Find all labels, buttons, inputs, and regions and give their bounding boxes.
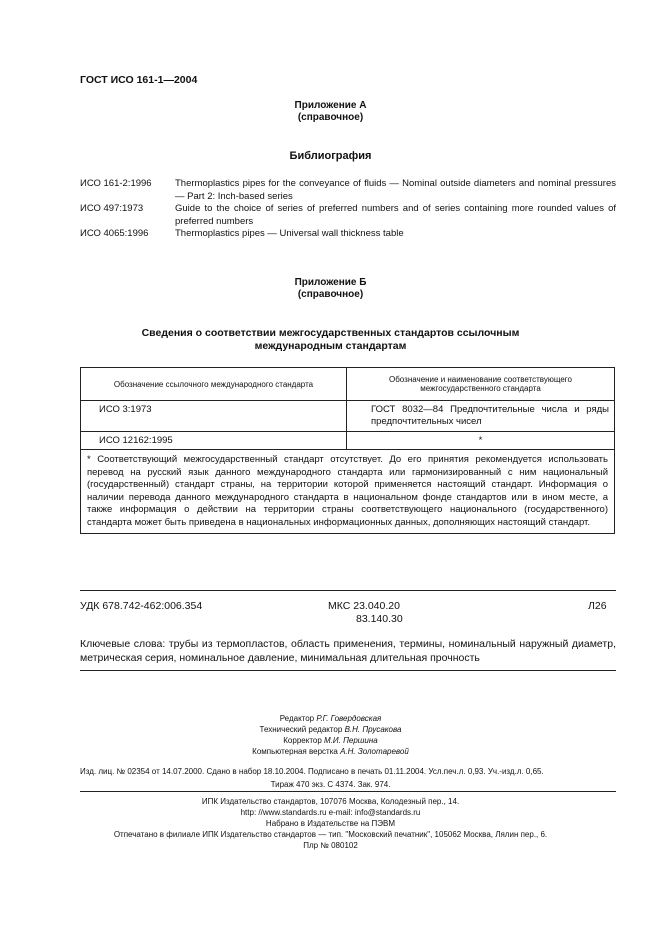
- reference-item: [80, 228, 616, 241]
- corrector-label: Корректор: [283, 736, 322, 745]
- typeset-info: Набрано в Издательстве на ПЭВМ: [265, 819, 396, 828]
- cell-international: ИСО 12162:1995: [81, 432, 347, 450]
- correspondence-heading-line2: международным стандартам: [254, 340, 407, 352]
- table-row: [81, 401, 615, 432]
- reference-code: ИСО 161-2:1996: [80, 178, 152, 189]
- reference-text: Thermoplastics pipes for the conveyance of fluids — Nominal outside diameters and nominal pressures — Part 2: Inch-based series: [175, 178, 616, 202]
- corrector-line: [0, 735, 661, 746]
- corrector-name: М.И. Першина: [324, 736, 378, 745]
- table-note-row: [81, 450, 615, 534]
- editor-label: Редактор: [279, 714, 315, 723]
- print-run-info: Тираж 470 экз. С 4374. Зак. 974.: [270, 780, 391, 789]
- reference-item: [80, 203, 616, 228]
- reference-code: ИСО 4065:1996: [80, 228, 149, 239]
- keywords: Ключевые слова: трубы из термопластов, область применения, термины, номинальный наружный диаметр, метрическая серия, номинальное давление, минимальная длительная прочность: [80, 638, 616, 664]
- printer-info: Отпечатано в филиале ИПК Издательство стандартов — тип. "Московский печатник", 105062 Москва, Лялин пер., 6.: [113, 830, 548, 839]
- reference-item: [80, 178, 616, 203]
- cell-national: *: [347, 432, 615, 450]
- annex-a-subtitle: (справочное): [297, 112, 364, 123]
- publisher-contacts: http: //www.standards.ru e-mail: info@standards.ru: [240, 808, 421, 817]
- annex-a-title: Приложение А: [294, 100, 367, 111]
- bibliography-heading: Библиография: [289, 150, 372, 162]
- table-row: [81, 432, 615, 450]
- editor-name: Р.Г. Говердовская: [316, 714, 382, 723]
- column-header-international: Обозначение ссылочного международного стандарта: [81, 368, 347, 401]
- cell-national: ГОСТ 8032—84 Предпочтительные числа и ряды предпочтительных чисел: [347, 401, 615, 432]
- annex-b-title: Приложение Б: [294, 277, 367, 288]
- publisher-address: ИПК Издательство стандартов, 107076 Москва, Колодезный пер., 14.: [201, 797, 460, 806]
- reference-text: Guide to the choice of series of preferred numbers and of series containing more rounded values of preferred numbers: [175, 203, 616, 227]
- editor-line: [0, 713, 661, 724]
- keywords-divider: [80, 670, 616, 671]
- mks-code-2: 83.140.30: [356, 613, 403, 625]
- udk-code: УДК 678.742-462:006.354: [80, 600, 203, 612]
- footer-divider: [80, 590, 616, 591]
- reference-code: ИСО 497:1973: [80, 203, 144, 214]
- group-code: Л26: [588, 600, 607, 612]
- correspondence-heading-line1: Сведения о соответствии межгосударственных стандартов ссылочным: [141, 327, 520, 339]
- layout-name: А.Н. Золотаревой: [340, 747, 409, 756]
- table-footnote: * Соответствующий межгосударственный стандарт отсутствует. До его принятия рекомендуется использовать перевод на русский язык данного международного стандарта или гармонизированный с ним национальный (государственный) стандарт страны, на территории которой применяется настоящий стандарт. Информация о наличии перевода данного международного стандарта в национальном фонде стандартов или в ином месте, а также информация о действии на территории страны соответствующего национального (государственного) стандарта может быть приведена в национальных информационных данных, дополняющих настоящий стандарт.: [81, 450, 615, 534]
- table-header-row: [81, 368, 615, 401]
- tech-editor-line: [0, 724, 661, 735]
- tech-editor-name: В.Н. Прусакова: [344, 725, 402, 734]
- layout-line: [0, 746, 661, 757]
- imprint-divider: [80, 791, 616, 792]
- mks-code-1: МКС 23.040.20: [328, 600, 400, 612]
- publication-info: Изд. лиц. № 02354 от 14.07.2000. Сдано в набор 18.10.2004. Подписано в печать 01.11.2004. Усл.печ.л. 0,93. Уч.-изд.л. 0,65.: [80, 767, 544, 776]
- cell-international: ИСО 3:1973: [81, 401, 347, 432]
- document-code: ГОСТ ИСО 161-1—2004: [80, 74, 198, 86]
- license-number: Плр № 080102: [303, 841, 358, 850]
- column-header-national: Обозначение и наименование соответствующего межгосударственного стандарта: [347, 368, 615, 401]
- annex-b-subtitle: (справочное): [297, 289, 364, 300]
- tech-editor-label: Технический редактор: [259, 725, 343, 734]
- reference-text: Thermoplastics pipes — Universal wall thickness table: [175, 228, 404, 239]
- layout-label: Компьютерная верстка: [252, 747, 338, 756]
- correspondence-table: [80, 367, 615, 534]
